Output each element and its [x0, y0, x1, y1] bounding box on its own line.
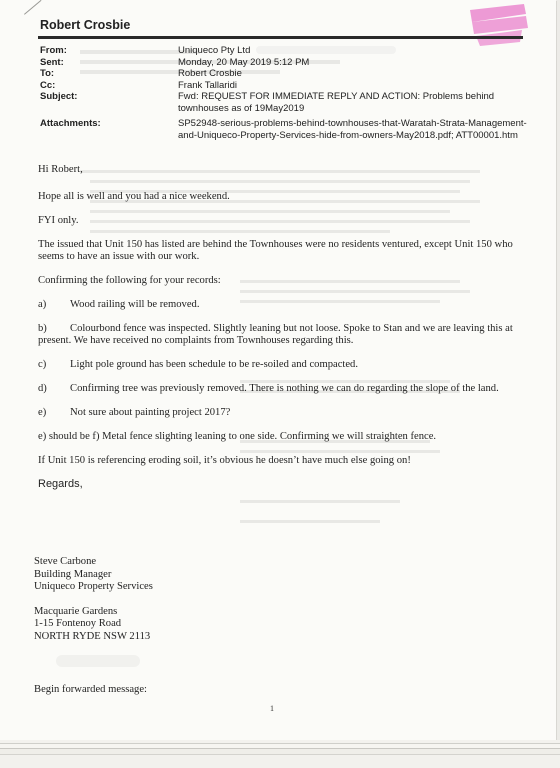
item-f-correction: e) should be f) Metal fence slighting leaning to one side. Confirming we will straighten fence.: [38, 431, 437, 442]
email-metadata: [40, 45, 538, 141]
meta-from: [40, 45, 538, 57]
issue-paragraph: The issued that Unit 150 has listed are behind the Townhouses were no residents ventured, except Unit 150 who seems to have an issue with our work.: [38, 239, 513, 262]
highlighter-mark: [462, 0, 532, 50]
stacked-page-edges: [0, 740, 560, 768]
item-label: c): [38, 359, 47, 370]
meta-label: Cc:: [40, 79, 56, 91]
item-label: d): [38, 383, 47, 394]
meta-subject: [40, 91, 538, 114]
email-owner-name: Robert Crosbie: [40, 18, 131, 32]
cc-value: Frank Tallaridi: [178, 79, 237, 91]
item-text: Colourbond fence was inspected. Slightly leaning but not loose. Spoke to Stan and we are leaving this at present. We have received no complaints from Townhouses regarding this.: [38, 323, 513, 346]
meta-label: Attachments:: [40, 118, 101, 129]
attachments-value: SP52948-serious-problems-behind-townhouses-that-Waratah-Strata-Management-and-Uniqueco-Property-Services-hide-from-owners-May2018.pdf; ATT00001.htm: [178, 118, 527, 141]
email-signature: [34, 556, 153, 655]
greeting: Hi Robert,: [38, 164, 83, 175]
meta-value: [178, 45, 538, 57]
item-text: Confirming tree was previously removed. There is nothing we can do regarding the slope of the land.: [70, 383, 499, 394]
regards: Regards,: [38, 478, 83, 490]
fyi-line: FYI only.: [38, 215, 79, 226]
subject-value: Fwd: REQUEST FOR IMMEDIATE REPLY AND ACTION: Problems behind townhouses as of 19May2019: [178, 91, 495, 114]
confirm-intro: Confirming the following for your records:: [38, 275, 221, 286]
item-label: b): [38, 323, 47, 334]
meta-sent: [40, 57, 538, 69]
page-number: 1: [270, 704, 274, 713]
signature-person: [34, 556, 153, 594]
item-label: a): [38, 299, 47, 310]
list-item: [38, 323, 516, 347]
signature-address: [34, 606, 153, 644]
item-label: e): [38, 407, 47, 418]
meta-label: To:: [40, 68, 55, 79]
meta-label: Subject:: [40, 91, 78, 102]
item-text: Light pole ground has been schedule to be re-soiled and compacted.: [70, 359, 358, 370]
meta-attachments: [40, 118, 538, 141]
address-line: Macquarie Gardens: [34, 605, 118, 617]
from-value: Uniqueco Pty Ltd: [178, 45, 251, 56]
item-text: Not sure about painting project 2017?: [70, 407, 231, 418]
sent-value: Monday, 20 May 2019 5:12 PM: [178, 56, 310, 68]
redacted-phone: [56, 655, 140, 667]
redacted-email: [256, 46, 396, 54]
forwarded-message-label: Begin forwarded message:: [34, 684, 147, 695]
item-text: Wood railing will be removed.: [70, 299, 200, 310]
signature-company: Uniqueco Property Services: [34, 581, 153, 592]
meta-to: [40, 68, 538, 80]
scan-corner-mark: [24, 0, 41, 15]
header-rule: [38, 36, 523, 39]
intro-line: Hope all is well and you had a nice weekend.: [38, 191, 230, 202]
signature-title: Building Manager: [34, 568, 112, 580]
meta-cc: [40, 80, 538, 92]
address-line: NORTH RYDE NSW 2113: [34, 630, 151, 642]
list-item: [38, 407, 516, 419]
list-item: [38, 299, 516, 311]
closing-paragraph: If Unit 150 is referencing eroding soil, it’s obvious he doesn’t have much else going on!: [38, 455, 411, 466]
address-line: 1-15 Fontenoy Road: [34, 618, 122, 629]
list-item: [38, 383, 516, 395]
to-value: Robert Crosbie: [178, 68, 242, 79]
email-body: [38, 164, 516, 490]
list-item: [38, 359, 516, 371]
meta-label: From:: [40, 45, 67, 56]
signature-name: Steve Carbone: [34, 556, 97, 567]
meta-label: Sent:: [40, 56, 64, 68]
